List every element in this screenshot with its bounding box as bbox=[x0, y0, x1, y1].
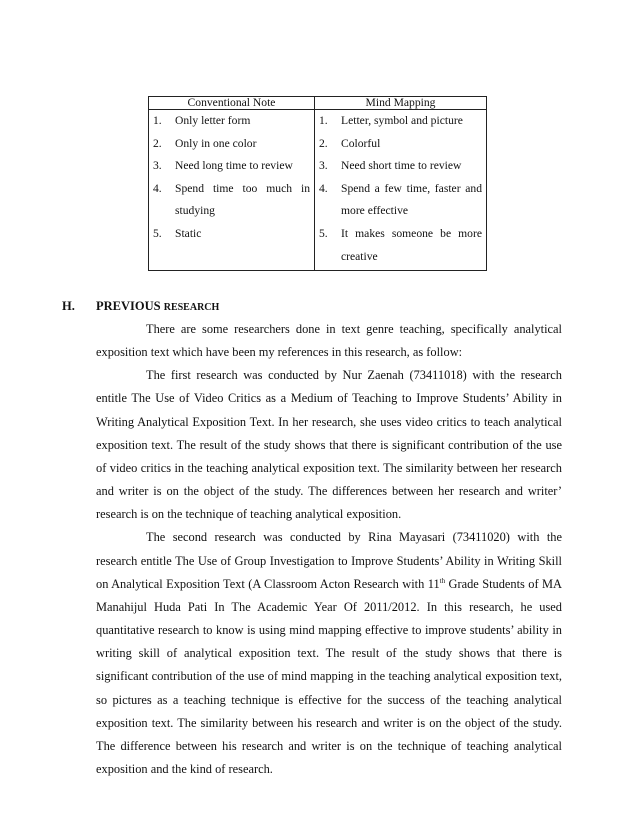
item-text: Need long time to review bbox=[175, 159, 293, 173]
section-title-small: RESEARCH bbox=[163, 302, 220, 313]
paragraph-intro: There are some researchers done in text genre teaching, specifically analytical exposition text which have been my references in this research, as follow: bbox=[96, 322, 562, 360]
item-number: 4. bbox=[153, 181, 162, 195]
section-heading bbox=[62, 298, 219, 316]
item-number: 1. bbox=[319, 114, 328, 127]
item-text: Colorful bbox=[341, 136, 381, 150]
list-item bbox=[149, 110, 314, 133]
item-number: 4. bbox=[319, 181, 328, 195]
conventional-note-list bbox=[149, 110, 314, 246]
paragraph-second-research-part-a: The second research was conducted by Rina Mayasari (73411020) with the research entitle The Use of Group Investigation to Improve Students’ Ability in Writing Skill on Analytical Exposition Text (A Classroom Acton Research with 11 bbox=[96, 530, 562, 591]
list-item bbox=[315, 133, 486, 156]
item-text: Letter, symbol and picture bbox=[341, 114, 463, 127]
item-number: 5. bbox=[153, 226, 162, 240]
item-text: Only in one color bbox=[175, 136, 257, 150]
paragraph-first-research: The first research was conducted by Nur Zaenah (73411018) with the research entitle The Use of Video Critics as a Medium of Teaching to Improve Students’ Ability in Writing Analytical Exposition Text. In her research, she uses video critics to teach analytical exposition text. The result of the study shows that there is significant contribution of the use of video critics in the teaching analytical exposition text. The similarity between her research and writer is on the object of the study. The differences between her research and writer’ research is on the technique of teaching analytical exposition. bbox=[96, 368, 562, 522]
mind-mapping-cell bbox=[315, 110, 487, 271]
list-item bbox=[315, 223, 486, 268]
list-item bbox=[315, 110, 486, 133]
paragraph-second-research-part-b: Grade Students of MA Manahijul Huda Pati In The Academic Year Of 2011/2012. In this research, he used quantitative research to know is using mind mapping effective to improve students’ ability in writing skill of analytical exposition text. The result of the study shows that there is significant contribution of the use of mind mapping in the teaching analytical exposition text, so pictures as a teaching technique is effective for the success of the teaching analytical exposition text. The similarity between his research and writer is on the object of the study. The difference between his research and writer is on the technique of teaching analytical exposition and the kind of research. bbox=[96, 576, 562, 776]
header-mind-mapping: Mind Mapping bbox=[315, 97, 487, 110]
item-text: Need short time to review bbox=[341, 159, 462, 173]
item-text: Only letter form bbox=[175, 114, 251, 127]
header-conventional-note: Conventional Note bbox=[149, 97, 315, 110]
list-item bbox=[149, 223, 314, 246]
body-text bbox=[96, 318, 562, 781]
list-item bbox=[315, 178, 486, 223]
item-number: 3. bbox=[153, 159, 162, 173]
comparison-table bbox=[148, 96, 487, 271]
item-number: 1. bbox=[153, 114, 162, 127]
paragraph-second-research bbox=[96, 526, 562, 781]
item-text: Static bbox=[175, 226, 202, 240]
table-header-row bbox=[149, 97, 487, 110]
item-number: 3. bbox=[319, 159, 328, 173]
conventional-note-cell bbox=[149, 110, 315, 271]
ordinal-suffix: th bbox=[439, 576, 446, 585]
section-title-main: PREVIOUS bbox=[96, 299, 161, 313]
section-letter: H. bbox=[62, 299, 75, 313]
list-item bbox=[149, 155, 314, 178]
item-number: 2. bbox=[153, 136, 162, 150]
list-item bbox=[149, 133, 314, 156]
list-item bbox=[149, 178, 314, 223]
list-item bbox=[315, 155, 486, 178]
item-text: Spend a few time, faster and more effective bbox=[341, 181, 482, 218]
item-text: It makes someone be more creative bbox=[341, 226, 482, 263]
item-text: Spend time too much in studying bbox=[175, 181, 310, 218]
item-number: 5. bbox=[319, 226, 328, 240]
mind-mapping-list bbox=[315, 110, 486, 268]
table-row bbox=[149, 110, 487, 271]
item-number: 2. bbox=[319, 136, 328, 150]
